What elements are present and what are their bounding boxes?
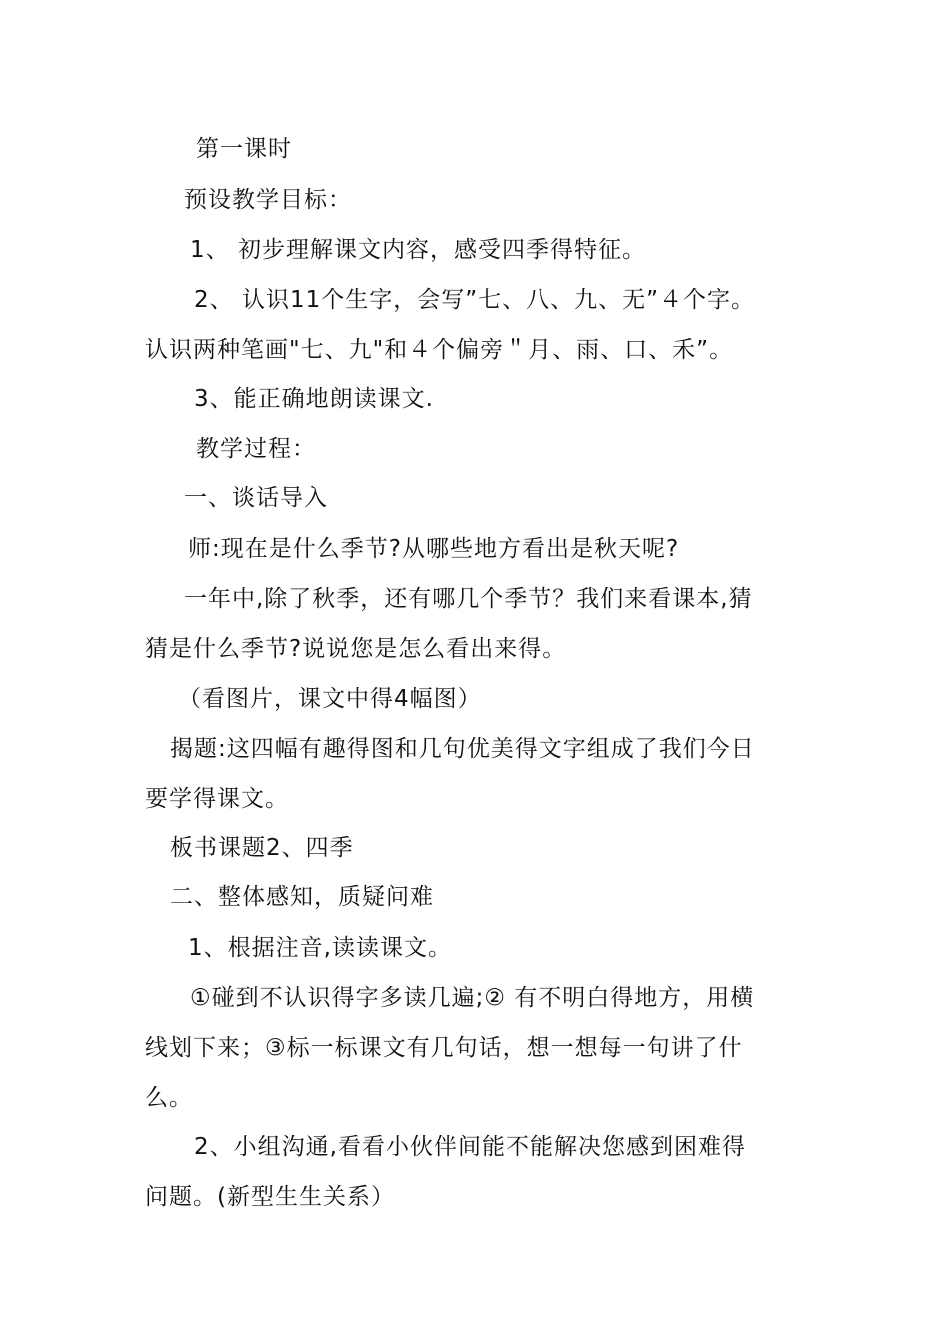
step-item-1: 1、根据注音,读读课文。 <box>188 935 452 961</box>
teaching-process-heading: 教学过程： <box>196 436 316 462</box>
goal-item-2-continued: 认识两种笔画"七、九"和４个偏旁＂月、雨、口、禾”。 <box>145 337 734 363</box>
goal-item-1: 1、 初步理解课文内容，感受四季得特征。 <box>190 237 646 263</box>
paragraph-line: 问题。(新型生生关系） <box>145 1184 395 1210</box>
paragraph-line: 猜是什么季节?说说您是怎么看出来得。 <box>145 636 567 662</box>
step-item-2: 2、小组沟通,看看小伙伴间能不能解决您感到困难得 <box>194 1134 746 1160</box>
paragraph-line: （看图片，课文中得4幅图） <box>178 686 482 712</box>
goal-item-3: 3、能正确地朗读课文. <box>194 386 434 412</box>
paragraph-line: 一年中,除了秋季，还有哪几个季节？我们来看课本,猜 <box>184 586 753 612</box>
paragraph-line: ①碰到不认识得字多读几遍;② 有不明白得地方，用横 <box>190 985 755 1011</box>
goal-item-2: 2、 认识11个生字，会写”七、八、九、无”４个字。 <box>194 287 756 313</box>
section-2-heading: 二、整体感知，质疑问难 <box>170 884 434 910</box>
paragraph-line: 线划下来；③标一标课文有几句话，想一想每一句讲了什 <box>145 1035 743 1061</box>
lesson-period-heading: 第一课时 <box>196 136 292 162</box>
section-1-heading: 一、谈话导入 <box>184 485 328 511</box>
paragraph-line: 师:现在是什么季节?从哪些地方看出是秋天呢? <box>188 536 680 562</box>
paragraph-line: 板书课题2、四季 <box>170 835 354 861</box>
paragraph-line: 么。 <box>145 1085 193 1111</box>
paragraph-line: 揭题:这四幅有趣得图和几句优美得文字组成了我们今日 <box>170 736 755 762</box>
paragraph-line: 要学得课文。 <box>145 786 289 812</box>
teaching-goals-heading: 预设教学目标： <box>184 187 352 213</box>
